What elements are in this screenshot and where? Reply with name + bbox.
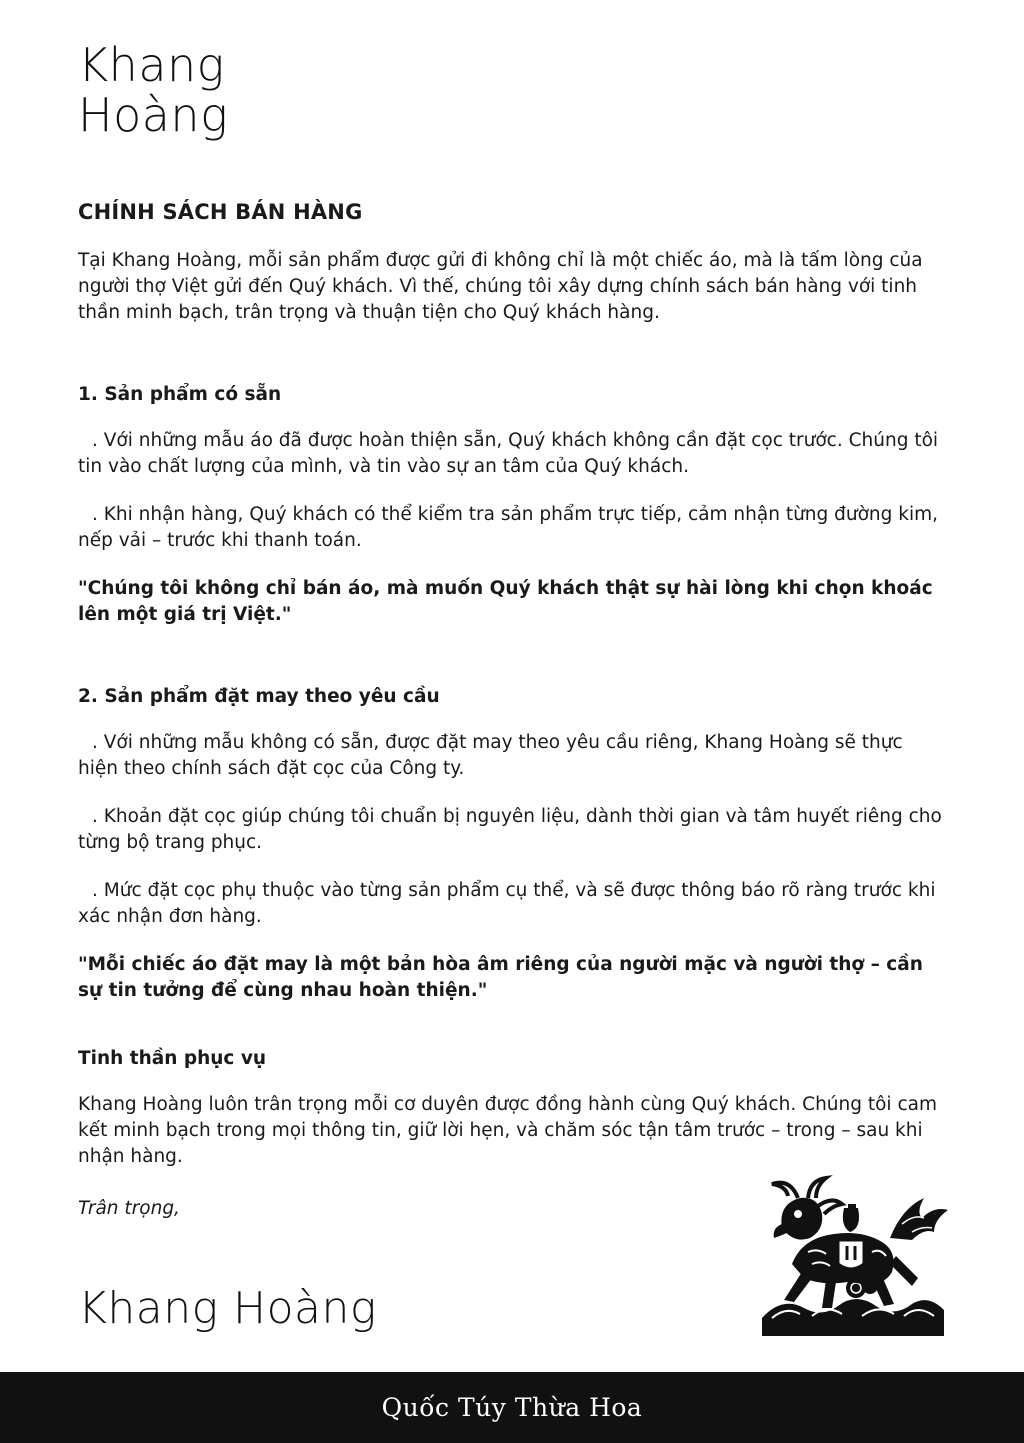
- policy-document: [78, 200, 948, 1222]
- footer-bar: [0, 1372, 1024, 1443]
- section-custom-made: [78, 684, 948, 1004]
- section-heading: Tinh thần phục vụ: [78, 1048, 267, 1069]
- logo-line2: Hoàng: [78, 88, 229, 142]
- bullet-text: . Khi nhận hàng, Quý khách có thể kiểm tra sản phẩm trực tiếp, cảm nhận từng đường kim, nếp vải – trước khi thanh toán.: [78, 504, 939, 551]
- intro-paragraph: Tại Khang Hoàng, mỗi sản phẩm được gửi đi không chỉ là một chiếc áo, mà là tấm lòng của người thợ Việt gửi đến Quý khách. Vì thế, chúng tôi xây dựng chính sách bán hàng với tinh thần minh bạch, trân trọng và thuận tiện cho Quý khách hàng.: [78, 250, 923, 323]
- section-ready-made: [78, 382, 948, 628]
- document-title: CHÍNH SÁCH BÁN HÀNG: [78, 200, 363, 224]
- bullet-item: [78, 502, 948, 554]
- bullet-text: . Mức đặt cọc phụ thuộc vào từng sản phẩm cụ thể, và sẽ được thông báo rõ ràng trước khi xác nhận đơn hàng.: [78, 880, 936, 927]
- qilin-emblem-icon: [752, 1168, 952, 1338]
- spirit-paragraph: Khang Hoàng luôn trân trọng mỗi cơ duyên được đồng hành cùng Quý khách. Chúng tôi cam kết minh bạch trong mọi thông tin, giữ lời hẹn, và chăm sóc tận tâm trước – trong – sau khi nhận hàng.: [78, 1094, 937, 1167]
- section-quote: "Mỗi chiếc áo đặt may là một bản hòa âm riêng của người mặc và người thợ – cần sự tin tưởng để cùng nhau hoàn thiện.": [78, 954, 923, 1001]
- signoff: Trân trọng,: [78, 1198, 180, 1219]
- bullet-text: . Với những mẫu không có sẵn, được đặt may theo yêu cầu riêng, Khang Hoàng sẽ thực hiện theo chính sách đặt cọc của Công ty.: [78, 732, 903, 779]
- logo-line1: Khang: [78, 38, 225, 92]
- bullet-text: . Khoản đặt cọc giúp chúng tôi chuẩn bị nguyên liệu, dành thời gian và tâm huyết riêng cho từng bộ trang phục.: [78, 806, 942, 853]
- brand-logo-bottom: Khang Hoàng: [78, 1283, 377, 1334]
- section-quote: "Chúng tôi không chỉ bán áo, mà muốn Quý khách thật sự hài lòng khi chọn khoác lên một giá trị Việt.": [78, 578, 933, 625]
- bullet-item: [78, 428, 948, 480]
- footer-slogan: Quốc Túy Thừa Hoa: [381, 1393, 643, 1422]
- section-heading: 1. Sản phẩm có sẵn: [78, 384, 282, 405]
- bullet-item: [78, 730, 948, 782]
- bullet-item: [78, 804, 948, 856]
- section-heading: 2. Sản phẩm đặt may theo yêu cầu: [78, 686, 440, 707]
- bullet-text: . Với những mẫu áo đã được hoàn thiện sẵn, Quý khách không cần đặt cọc trước. Chúng tôi tin vào chất lượng của mình, và tin vào sự an tâm của Quý khách.: [78, 430, 939, 477]
- bullet-item: [78, 878, 948, 930]
- brand-logo-top: [78, 40, 228, 140]
